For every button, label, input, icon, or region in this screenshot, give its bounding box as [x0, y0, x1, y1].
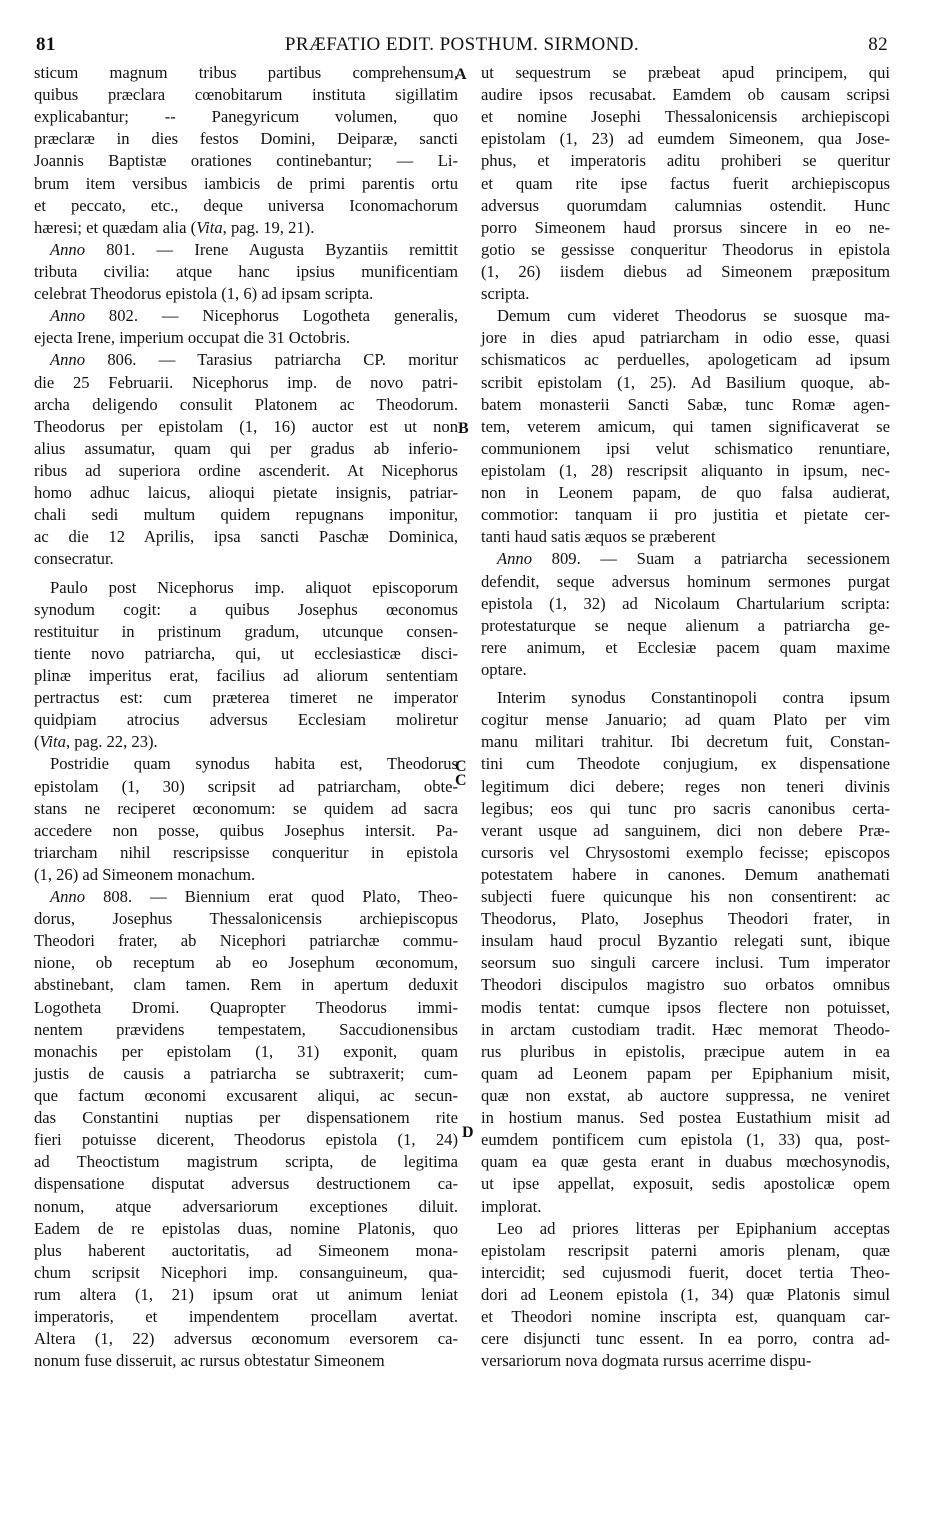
text-line: rere animum, et Ecclesiæ pacem quam maxime [481, 637, 890, 657]
text-line: ejecta Irene, imperium occupat die 31 Octobris. [34, 328, 351, 348]
margin-marker-c2: C [455, 772, 467, 789]
text-line: communionem ipsi velut schismatico renuntiare, [481, 438, 890, 458]
text-line: Interim synodus Constantinopoli contra ipsum [497, 688, 890, 708]
text-line: cogitur mense Januario; ad quam Plato per vim [481, 710, 890, 730]
text-line: præclaræ in dies festos Domini, Deiparæ, sancti [34, 129, 458, 149]
text-line: optare. [481, 659, 527, 679]
text-line: epistolam (1, 28) rescripsit aliquanto in ipsum, nec- [481, 460, 890, 480]
text-line: das Constantini nuptias per dispensationem rite [34, 1108, 458, 1128]
text-line: celebrat Theodorus epistola (1, 6) ad ipsam scripta. [34, 284, 374, 304]
text-line: legibus; eos qui tunc pro sacris canonibus certa- [481, 798, 890, 818]
text-line: ut sequestrum se præbeat apud principem, qui [481, 63, 890, 82]
text-line: Theodorus, Plato, Josephus Theodori frater, in [481, 909, 890, 929]
page-header [36, 34, 888, 60]
text-line: defendit, seque adversus hominum sermones purgat [481, 571, 890, 591]
text-line: nonum fuse disseruit, ac rursus obtestatur Simeonem [34, 1351, 385, 1371]
page-number-left: 81 [36, 34, 56, 55]
text-line: justis de causis a patriarcha se subtraxerit; cum- [34, 1063, 458, 1083]
text-line: adversus quorumdam calumnias ostendit. Hunc [481, 195, 890, 215]
text-line: plus haberent auctoritatis, ad Simeonem mona- [34, 1240, 458, 1260]
text-line: stans ne reciperet œconomum: se quidem ad sacra [34, 798, 458, 818]
text-line: et peccato, etc., deque universa Iconomachorum [34, 195, 458, 215]
text-line: chali sedi multum quidem repugnans imponitur, [34, 505, 458, 525]
text-line: cursoris vel Chrysostomi exemplo fecisse; episcopos [481, 842, 890, 862]
text-line: abstinebant, clam tamen. Rem in apertum deduxit [34, 975, 458, 995]
text-line: phus, et imperatoris aditu prohiberi se queritur [481, 151, 890, 171]
text-line: Eadem de re epistolas duas, nomine Platonis, quo [34, 1218, 458, 1238]
text-line: consecratur. [34, 549, 114, 569]
text-line: die 25 Februarii. Nicephorus imp. de novo patri- [34, 372, 458, 392]
text-line: dorus, Josephus Thessalonicensis archiepiscopus [34, 909, 458, 929]
text-line: Altera (1, 22) adversus œconomum eversorem ca- [34, 1329, 458, 1349]
text-line: nentem prævidens tempestatem, Saccudionensibus [34, 1019, 458, 1039]
text-line: archa deligendo consulit Platonem ac Theodorum. [34, 394, 458, 414]
right-text-column [481, 62, 890, 1372]
text-line: Postridie quam synodus habita est, Theodorus [50, 754, 458, 774]
text-line: nione, ob receptum ab eo Josephum œconomum, [34, 953, 458, 973]
page-number-right: 82 [868, 34, 888, 55]
text-line: Anno 809. — Suam a patriarcha secessionem [497, 549, 890, 569]
text-line: porro Simeonem haud prorsus sincere in eo ne- [481, 217, 890, 237]
text-line: tini cum Theodote conjugium, ex dispensatione [481, 754, 890, 774]
text-line: non in Leonem papam, de quo falsa audierat, [481, 483, 890, 503]
text-line: sticum magnum tribus partibus comprehensum, [34, 63, 458, 82]
text-line: Paulo post Nicephorus imp. aliquot episcoporum [50, 577, 458, 597]
text-line: epistolam (1, 30) scripsit ad patriarcham, obte- [34, 776, 458, 796]
text-line: ad Theoctistum magistrum scripta, de legitima [34, 1152, 458, 1172]
text-line: nonum, atque adversariorum exceptiones diluit. [34, 1196, 458, 1216]
text-line: quidpiam atrocius adversus Ecclesiam moliretur [34, 710, 458, 730]
text-line: ribus ad superiora ordine ascenderit. At Nicephorus [34, 460, 458, 480]
left-text-column [34, 62, 458, 1372]
text-line: epistolam (1, 23) ad eumdem Simeonem, qua Jose- [481, 129, 890, 149]
text-line: Logotheta Dromi. Quapropter Theodorus immi- [34, 997, 458, 1017]
text-line: (1, 26) ad Simeonem monachum. [34, 864, 256, 884]
text-line: in hostium manus. Sed postea Eustathium misit ad [481, 1108, 890, 1128]
text-line: explicabantur; -- Panegyricum volumen, quo [34, 107, 458, 127]
margin-marker-a: A [455, 66, 467, 83]
margin-marker-b: B [458, 420, 469, 437]
text-line: ac die 12 Aprilis, ipsa sancti Paschæ Dominica, [34, 527, 458, 547]
text-line: schismaticos ac perduelles, apologeticam ad ipsum [481, 350, 890, 370]
text-line: Leo ad priores litteras per Epiphanium acceptas [497, 1218, 890, 1238]
text-line: Anno 801. — Irene Augusta Byzantiis remittit [50, 239, 458, 259]
text-line: tiente novo patriarcha, qui, ut ecclesiasticæ disci- [34, 643, 458, 663]
text-line: homo adhuc laicus, alioqui pietate insignis, patriar- [34, 483, 458, 503]
text-line: versariorum nova dogmata rursus acerrime dispu- [481, 1351, 812, 1371]
text-line: plinæ imperitus erat, facilius ad aliorum sententiam [34, 665, 458, 685]
text-line: monachis per epistolam (1, 31) exponit, quam [34, 1041, 458, 1061]
text-line: in arctam custodiam tradit. Hæc memorat Theodo- [481, 1019, 890, 1039]
text-line: rus pluribus in epistolis, præcipue autem in ea [481, 1041, 890, 1061]
text-line: epistola (1, 32) ad Nicolaum Chartularium scripta: [481, 593, 890, 613]
text-line: protestaturque se neque alienum a patriarcha ge- [481, 615, 890, 635]
text-line: legitimum dici debere; reges non teneri divinis [481, 776, 890, 796]
text-line: implorat. [481, 1196, 542, 1216]
text-line: ut ipse appellat, exposuit, sedis apostolicæ opem [481, 1174, 890, 1194]
text-line: que factum œconomi excusarent aliqui, ac secun- [34, 1086, 458, 1106]
text-line: cere disjuncti tunc essent. In ea porro, contra ad- [481, 1329, 890, 1349]
text-line: quam ad Leonem papam per Epiphanium misit, [481, 1063, 890, 1083]
text-line: fieri potuisse dicerent, Theodorus epistola (1, 24) [34, 1130, 458, 1150]
text-line: Joannis Baptistæ orationes continebantur; — Li- [34, 151, 458, 171]
text-line: subjecti fuere quicunque his non consentirent: ac [481, 887, 890, 907]
text-line: synodum cogit: a quibus Josephus œconomus [34, 599, 458, 619]
text-line: quam ea quæ gesta erant in duabus mœchosynodis, [481, 1152, 890, 1172]
text-line: hæresi; et quædam alia (Vita, pag. 19, 21). [34, 217, 315, 237]
text-line: intercidit; sed cujusmodi fuerit, docet tertia Theo- [481, 1262, 890, 1282]
text-line: modis tentat: cumque ipsos flectere non potuisset, [481, 997, 890, 1017]
margin-marker-d: D [462, 1124, 474, 1141]
text-line: epistolam rescripsit paterni amoris plenam, quæ [481, 1240, 890, 1260]
text-line: imperatoris, et impendentem procellam avertat. [34, 1307, 458, 1327]
text-line: seorsum suo singuli carcere inclusi. Tum imperator [481, 953, 890, 973]
text-line: quæ non exstat, ab auctore suppressa, ne veniret [481, 1086, 890, 1106]
margin-marker-c: C [455, 758, 467, 775]
text-line: alius assumatur, quam qui per gradus ab inferio- [34, 438, 458, 458]
text-line: verant usque ad sanguinem, dici non debere Præ- [481, 820, 890, 840]
text-line: chum scripsit Nicephori imp. consanguineum, qua- [34, 1262, 458, 1282]
text-line: dispensatione disputat adversus destructionem ca- [34, 1174, 458, 1194]
text-line: tributa civilia: atque hanc ipsius munificentiam [34, 261, 458, 281]
text-line: gotio se gessisse conqueritur Theodorus in epistola [481, 239, 890, 259]
text-line: audire ipsos recusabat. Eamdem ob causam scripsi [481, 85, 890, 105]
running-title: PRÆFATIO EDIT. POSTHUM. SIRMOND. [284, 34, 640, 55]
text-line: commotior: tanquam ii pro justitia et pietate cer- [481, 505, 890, 525]
text-line: Anno 806. — Tarasius patriarcha CP. moritur [50, 350, 458, 370]
text-line: accedere non posse, quibus Josephus intersit. Pa- [34, 820, 458, 840]
text-line: et Theodori nomine inscripta est, quanquam car- [481, 1307, 890, 1327]
text-line: dori ad Leonem epistola (1, 34) quæ Platonis simul [481, 1285, 890, 1305]
text-line: manu militari trahitur. Ibi decretum fuit, Constan- [481, 732, 890, 752]
text-line: pertractus est: cum præterea timeret ne imperator [34, 688, 458, 708]
text-line: et nomine Josephi Thessalonicensis archiepiscopi [481, 107, 890, 127]
text-line: Anno 808. — Biennium erat quod Plato, Theo- [50, 887, 458, 907]
text-line: insulam haud procul Byzantio relegati sunt, ibique [481, 931, 890, 951]
text-line: (1, 26) iisdem diebus ad Simeonem præpositum [481, 261, 890, 281]
text-line: rum altera (1, 21) ipsum orat ut animum leniat [34, 1285, 458, 1305]
text-line: Theodori frater, ab Nicephori patriarchæ commu- [34, 931, 458, 951]
text-line: potestatem habere in canones. Demum anathemati [481, 864, 890, 884]
text-line: tanti haud satis æquos se præberent [481, 527, 716, 547]
text-line: eumdem pontificem cum epistola (1, 33) qua, post- [481, 1130, 890, 1150]
text-line: Theodori discipulos magistro suo orbatos omnibus [481, 975, 890, 995]
text-line: Anno 802. — Nicephorus Logotheta generalis, [50, 306, 458, 326]
text-line: quibus præclara cœnobitarum instituta sigillatim [34, 85, 458, 105]
text-line: restituitur in pristinum gradum, utcunque consen- [34, 621, 458, 641]
text-line: (Vita, pag. 22, 23). [34, 732, 158, 752]
text-line: triarcham nihil rescripsisse conqueritur in epistola [34, 842, 458, 862]
text-line: Demum cum videret Theodorus se suosque ma- [497, 306, 890, 326]
text-line: Theodorus per epistolam (1, 16) auctor est ut non [34, 416, 458, 436]
text-line: tem, veterem amicum, qui tamen significaverat se [481, 416, 890, 436]
text-line: brum item versibus iambicis de primi parentis ortu [34, 173, 458, 193]
text-line: jore in dies apud patriarcham in odio esse, quasi [481, 328, 890, 348]
text-line: batem monasterii Sancti Sabæ, tunc Romæ agen- [481, 394, 890, 414]
text-line: scribit epistolam (1, 25). Ad Basilium quoque, ab- [481, 372, 890, 392]
text-line: et quam rite ipse factus fuerit archiepiscopus [481, 173, 890, 193]
text-line: scripta. [481, 284, 530, 304]
